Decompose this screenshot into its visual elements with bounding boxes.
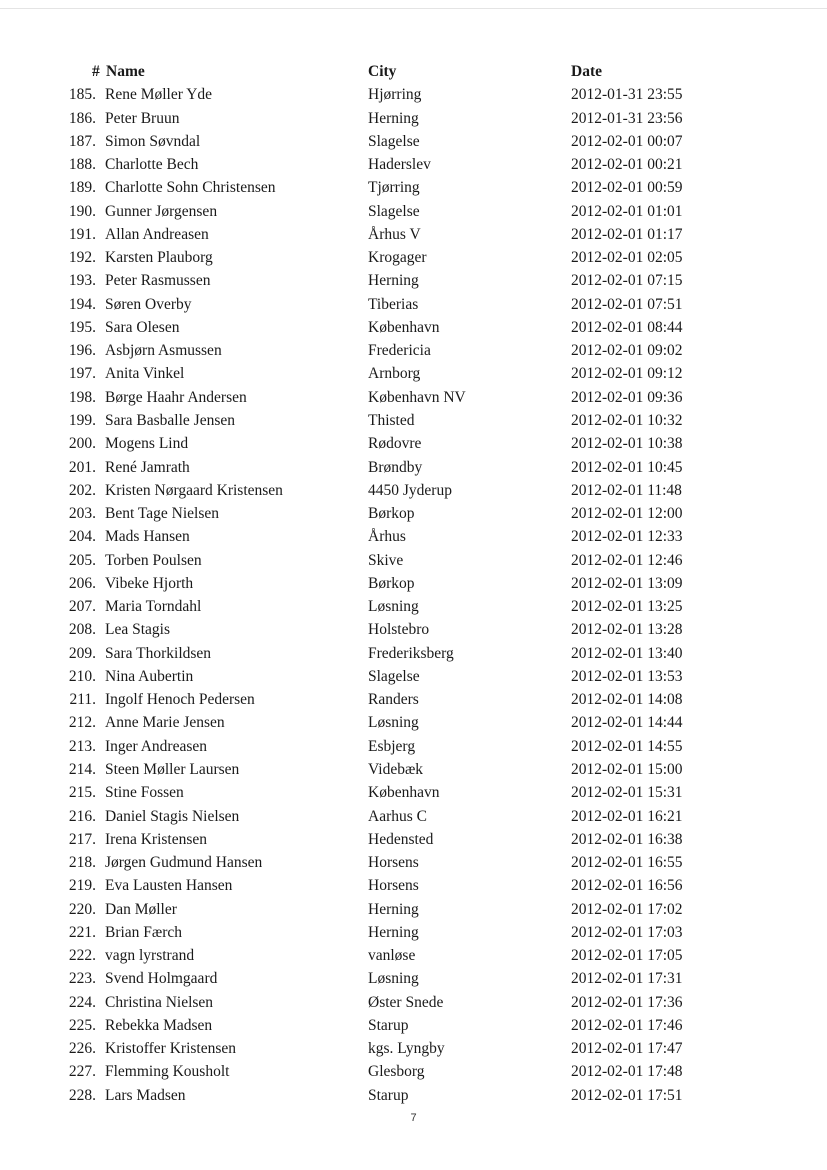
row-name: Dan Møller: [105, 900, 177, 918]
row-name: Svend Holmgaard: [105, 970, 218, 988]
table-row: [0, 595, 827, 618]
table-row: [0, 711, 827, 734]
row-name: Daniel Stagis Nielsen: [105, 807, 240, 825]
row-date: 2012-02-01 15:00: [571, 760, 683, 778]
row-city: Videbæk: [368, 760, 424, 778]
row-date: 2012-02-01 17:03: [571, 923, 683, 941]
page-number: 7: [410, 1112, 417, 1124]
table-row: [0, 991, 827, 1014]
table-row: [0, 688, 827, 711]
row-city: Glesborg: [368, 1063, 425, 1081]
row-number: 198.: [68, 388, 96, 406]
row-name: Gunner Jørgensen: [105, 202, 218, 220]
table-row: [0, 618, 827, 641]
row-city: Holstebro: [368, 621, 430, 639]
row-name: Brian Færch: [105, 923, 183, 941]
table-row: [0, 828, 827, 851]
table-row: [0, 1037, 827, 1060]
table-row: [0, 432, 827, 455]
row-city: Løsning: [368, 598, 419, 616]
table-row: [0, 316, 827, 339]
row-name: Maria Torndahl: [105, 598, 202, 616]
row-date: 2012-02-01 16:21: [571, 807, 683, 825]
row-name: Anne Marie Jensen: [105, 714, 225, 732]
table-row: [0, 223, 827, 246]
row-name: Allan Andreasen: [105, 225, 209, 243]
table-row: [0, 107, 827, 130]
row-name: Sara Thorkildsen: [105, 644, 212, 662]
table-row: [0, 456, 827, 479]
row-number: 213.: [68, 737, 96, 755]
row-name: Jørgen Gudmund Hansen: [105, 854, 263, 872]
row-name: Kristen Nørgaard Kristensen: [105, 481, 283, 499]
row-date: 2012-02-01 08:44: [571, 318, 683, 336]
row-city: Herning: [368, 923, 419, 941]
table-row: [0, 944, 827, 967]
row-name: Stine Fossen: [105, 784, 184, 802]
row-city: Herning: [368, 109, 419, 127]
row-name: Kristoffer Kristensen: [105, 1040, 237, 1058]
row-city: Starup: [368, 1016, 409, 1034]
row-name: Bent Tage Nielsen: [105, 505, 219, 523]
row-city: Arnborg: [368, 365, 421, 383]
row-date: 2012-02-01 14:55: [571, 737, 683, 755]
row-number: 204.: [68, 528, 96, 546]
row-city: Horsens: [368, 854, 419, 872]
row-city: Starup: [368, 1086, 409, 1104]
row-date: 2012-02-01 17:47: [571, 1040, 683, 1058]
table-row: [0, 898, 827, 921]
table-row: [0, 967, 827, 990]
row-number: 217.: [68, 830, 96, 848]
row-date: 2012-02-01 01:01: [571, 202, 683, 220]
row-number: 194.: [68, 295, 96, 313]
row-number: 192.: [68, 249, 96, 267]
row-number: 203.: [68, 505, 96, 523]
row-date: 2012-02-01 16:56: [571, 877, 683, 895]
row-number: 212.: [68, 714, 96, 732]
row-number: 214.: [68, 760, 96, 778]
row-date: 2012-02-01 09:36: [571, 388, 683, 406]
row-date: 2012-02-01 16:38: [571, 830, 683, 848]
row-number: 190.: [68, 202, 96, 220]
row-city: Øster Snede: [368, 993, 444, 1011]
row-date: 2012-02-01 14:44: [571, 714, 683, 732]
row-name: Børge Haahr Andersen: [105, 388, 247, 406]
row-name: Mogens Lind: [105, 435, 189, 453]
table-row: [0, 921, 827, 944]
row-city: Herning: [368, 272, 419, 290]
row-name: Inger Andreasen: [105, 737, 207, 755]
row-number: 225.: [68, 1016, 96, 1034]
table-row: [0, 735, 827, 758]
row-city: Løsning: [368, 714, 419, 732]
row-number: 228.: [68, 1086, 96, 1104]
row-name: Charlotte Sohn Christensen: [105, 179, 276, 197]
row-name: Christina Nielsen: [105, 993, 214, 1011]
table-row: [0, 874, 827, 897]
row-city: Slagelse: [368, 202, 420, 220]
row-date: 2012-02-01 12:46: [571, 551, 683, 569]
row-number: 220.: [68, 900, 96, 918]
table-row: [0, 83, 827, 106]
row-name: Rene Møller Yde: [105, 86, 213, 104]
row-city: 4450 Jyderup: [368, 481, 452, 499]
row-city: Esbjerg: [368, 737, 416, 755]
table-row: [0, 200, 827, 223]
row-city: Skive: [368, 551, 404, 569]
row-number: 216.: [68, 807, 96, 825]
row-number: 201.: [68, 458, 96, 476]
row-city: Rødovre: [368, 435, 422, 453]
row-number: 224.: [68, 993, 96, 1011]
row-number: 187.: [68, 132, 96, 150]
table-row: [0, 409, 827, 432]
row-number: 193.: [68, 272, 96, 290]
row-date: 2012-02-01 13:09: [571, 574, 683, 592]
row-date: 2012-02-01 07:51: [571, 295, 683, 313]
row-date: 2012-01-31 23:56: [571, 109, 683, 127]
row-date: 2012-02-01 17:46: [571, 1016, 683, 1034]
row-date: 2012-02-01 00:21: [571, 156, 683, 174]
row-number: 196.: [68, 342, 96, 360]
row-city: Thisted: [368, 411, 415, 429]
row-number: 218.: [68, 854, 96, 872]
row-date: 2012-02-01 17:02: [571, 900, 683, 918]
row-date: 2012-02-01 10:32: [571, 411, 683, 429]
table-row: [0, 642, 827, 665]
row-city: Hedensted: [368, 830, 434, 848]
row-date: 2012-02-01 01:17: [571, 225, 683, 243]
row-city: Brøndby: [368, 458, 423, 476]
table-row: [0, 781, 827, 804]
row-number: 209.: [68, 644, 96, 662]
row-name: Irena Kristensen: [105, 830, 207, 848]
header-number: #: [92, 63, 100, 80]
row-date: 2012-02-01 13:40: [571, 644, 683, 662]
row-name: Anita Vinkel: [105, 365, 185, 383]
row-number: 200.: [68, 435, 96, 453]
row-name: Vibeke Hjorth: [105, 574, 194, 592]
row-city: Herning: [368, 900, 419, 918]
row-name: Simon Søvndal: [105, 132, 201, 150]
table-row: [0, 293, 827, 316]
row-number: 227.: [68, 1063, 96, 1081]
row-city: Børkop: [368, 505, 415, 523]
row-date: 2012-01-31 23:55: [571, 86, 683, 104]
row-city: Fredericia: [368, 342, 431, 360]
row-number: 211.: [69, 691, 96, 709]
row-number: 208.: [68, 621, 96, 639]
row-number: 226.: [68, 1040, 96, 1058]
table-row: [0, 758, 827, 781]
row-city: kgs. Lyngby: [368, 1040, 445, 1058]
row-name: Ingolf Henoch Pedersen: [105, 691, 255, 709]
row-date: 2012-02-01 12:00: [571, 505, 683, 523]
signature-list-table: [0, 60, 827, 1107]
row-name: Asbjørn Asmussen: [105, 342, 222, 360]
row-name: Karsten Plauborg: [105, 249, 213, 267]
row-city: Hjørring: [368, 86, 422, 104]
row-city: Randers: [368, 691, 419, 709]
row-number: 210.: [68, 667, 96, 685]
row-date: 2012-02-01 11:48: [571, 481, 682, 499]
table-row: [0, 851, 827, 874]
row-number: 206.: [68, 574, 96, 592]
row-city: Slagelse: [368, 667, 420, 685]
row-city: København: [368, 784, 440, 802]
table-row: [0, 269, 827, 292]
row-name: Flemming Kousholt: [105, 1063, 230, 1081]
row-date: 2012-02-01 09:12: [571, 365, 683, 383]
table-body: [0, 83, 827, 1107]
row-date: 2012-02-01 17:36: [571, 993, 683, 1011]
header-name: Name: [106, 63, 145, 80]
row-date: 2012-02-01 14:08: [571, 691, 683, 709]
table-row: [0, 1060, 827, 1083]
row-date: 2012-02-01 10:38: [571, 435, 683, 453]
table-row: [0, 1084, 827, 1107]
row-date: 2012-02-01 17:51: [571, 1086, 683, 1104]
table-row: [0, 502, 827, 525]
row-number: 222.: [68, 947, 96, 965]
row-city: Århus: [368, 528, 406, 546]
row-number: 185.: [68, 86, 96, 104]
row-name: René Jamrath: [105, 458, 190, 476]
row-city: vanløse: [368, 947, 416, 965]
table-row: [0, 479, 827, 502]
table-row: [0, 362, 827, 385]
header-date: Date: [571, 63, 602, 80]
row-city: Børkop: [368, 574, 415, 592]
row-city: Aarhus C: [368, 807, 427, 825]
table-row: [0, 153, 827, 176]
row-name: Søren Overby: [105, 295, 192, 313]
row-city: København NV: [368, 388, 466, 406]
row-number: 202.: [68, 481, 96, 499]
table-row: [0, 246, 827, 269]
row-name: Charlotte Bech: [105, 156, 199, 174]
row-name: vagn lyrstrand: [105, 947, 195, 965]
row-city: Horsens: [368, 877, 419, 895]
row-number: 219.: [68, 877, 96, 895]
table-row: [0, 339, 827, 362]
row-name: Eva Lausten Hansen: [105, 877, 233, 895]
row-number: 186.: [68, 109, 96, 127]
row-number: 207.: [68, 598, 96, 616]
row-date: 2012-02-01 13:53: [571, 667, 683, 685]
row-name: Mads Hansen: [105, 528, 190, 546]
row-city: Tiberias: [368, 295, 419, 313]
table-header: [0, 60, 827, 83]
row-number: 215.: [68, 784, 96, 802]
row-number: 191.: [68, 225, 96, 243]
row-city: Frederiksberg: [368, 644, 454, 662]
row-number: 195.: [68, 318, 96, 336]
table-row: [0, 386, 827, 409]
table-row: [0, 130, 827, 153]
row-number: 197.: [68, 365, 96, 383]
row-date: 2012-02-01 13:28: [571, 621, 683, 639]
row-city: Løsning: [368, 970, 419, 988]
row-date: 2012-02-01 12:33: [571, 528, 683, 546]
row-date: 2012-02-01 02:05: [571, 249, 683, 267]
table-row: [0, 176, 827, 199]
row-city: Krogager: [368, 249, 427, 267]
row-date: 2012-02-01 17:05: [571, 947, 683, 965]
header-city: City: [368, 63, 397, 80]
table-row: [0, 1014, 827, 1037]
row-name: Lea Stagis: [105, 621, 170, 639]
table-row: [0, 805, 827, 828]
table-row: [0, 549, 827, 572]
row-date: 2012-02-01 17:31: [571, 970, 683, 988]
table-row: [0, 525, 827, 548]
row-city: København: [368, 318, 440, 336]
row-date: 2012-02-01 07:15: [571, 272, 683, 290]
row-city: Slagelse: [368, 132, 420, 150]
top-rule: [0, 8, 827, 9]
row-date: 2012-02-01 00:59: [571, 179, 683, 197]
row-city: Århus V: [368, 225, 421, 243]
row-number: 221.: [68, 923, 96, 941]
row-name: Peter Rasmussen: [105, 272, 211, 290]
row-name: Steen Møller Laursen: [105, 760, 240, 778]
row-date: 2012-02-01 10:45: [571, 458, 683, 476]
row-number: 199.: [68, 411, 96, 429]
row-name: Sara Basballe Jensen: [105, 411, 235, 429]
row-date: 2012-02-01 17:48: [571, 1063, 683, 1081]
row-date: 2012-02-01 09:02: [571, 342, 683, 360]
table-row: [0, 572, 827, 595]
row-date: 2012-02-01 16:55: [571, 854, 683, 872]
row-number: 189.: [68, 179, 96, 197]
row-city: Tjørring: [368, 179, 420, 197]
row-number: 205.: [68, 551, 96, 569]
row-number: 188.: [68, 156, 96, 174]
row-number: 223.: [68, 970, 96, 988]
row-city: Haderslev: [368, 156, 431, 174]
table-row: [0, 665, 827, 688]
row-name: Sara Olesen: [105, 318, 180, 336]
row-name: Peter Bruun: [105, 109, 180, 127]
row-date: 2012-02-01 00:07: [571, 132, 683, 150]
row-date: 2012-02-01 13:25: [571, 598, 683, 616]
row-name: Rebekka Madsen: [105, 1016, 213, 1034]
row-name: Lars Madsen: [105, 1086, 186, 1104]
row-name: Nina Aubertin: [105, 667, 194, 685]
row-date: 2012-02-01 15:31: [571, 784, 683, 802]
row-name: Torben Poulsen: [105, 551, 202, 569]
